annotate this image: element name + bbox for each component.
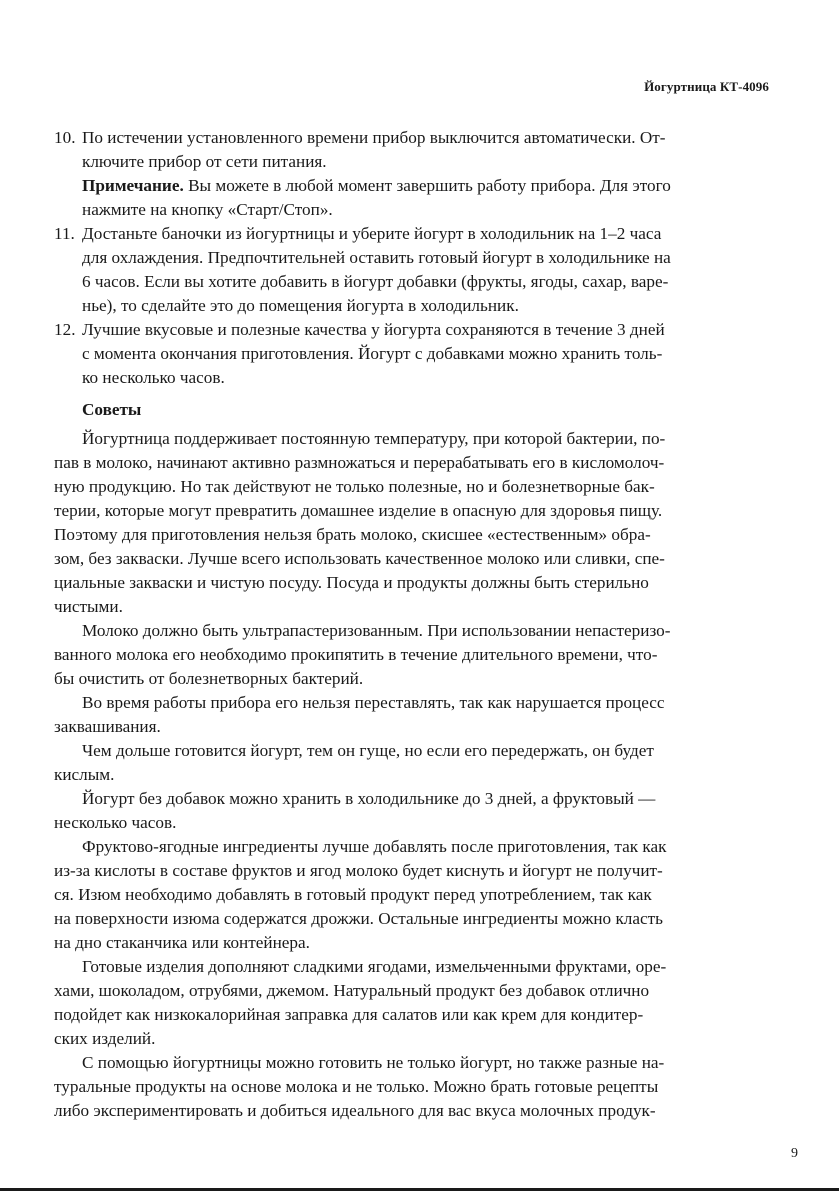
paragraph bbox=[54, 691, 772, 739]
tips-section bbox=[54, 427, 772, 1123]
paragraph bbox=[54, 1051, 772, 1123]
paragraph-line: терии, которые могут превратить домашнее изделие в опасную для здоровья пищу. bbox=[54, 501, 663, 520]
paragraph bbox=[54, 619, 772, 691]
list-item-number: 12. bbox=[54, 320, 76, 339]
paragraph-line: зом, без закваски. Лучше всего использовать качественное молоко или сливки, спе- bbox=[54, 549, 665, 568]
section-title: Советы bbox=[82, 400, 142, 419]
paragraph-line: хами, шоколадом, отрубями, джемом. Натуральный продукт без добавок отлично bbox=[54, 981, 650, 1000]
list-item-line: нье), то сделайте это до помещения йогурта в холодильник. bbox=[82, 296, 519, 315]
paragraph-line: подойдет как низкокалорийная заправка для салатов или как крем для кондитер- bbox=[54, 1005, 644, 1024]
paragraph bbox=[54, 787, 772, 835]
paragraph-line: чистыми. bbox=[54, 597, 123, 616]
paragraph-line: Йогурт без добавок можно хранить в холодильнике до 3 дней, а фруктовый — bbox=[82, 789, 656, 808]
list-item-line: ко несколько часов. bbox=[82, 368, 225, 387]
paragraph-line: С помощью йогуртницы можно готовить не только йогурт, но также разные на- bbox=[82, 1053, 665, 1072]
list-item-line bbox=[54, 222, 772, 246]
paragraph bbox=[54, 835, 772, 955]
list-item-text: Лучшие вкусовые и полезные качества у йогурта сохраняются в течение 3 дней bbox=[82, 320, 665, 339]
list-item-line: с момента окончания приготовления. Йогурт с добавками можно хранить толь- bbox=[82, 344, 663, 363]
paragraph bbox=[54, 739, 772, 787]
paragraph bbox=[54, 955, 772, 1051]
paragraph bbox=[54, 427, 772, 619]
paragraph-line: пав в молоко, начинают активно размножаться и перерабатывать его в кисломолоч- bbox=[54, 453, 665, 472]
paragraph-line: Чем дольше готовится йогурт, тем он гуще, но если его передержать, он будет bbox=[82, 741, 654, 760]
list-item-line: для охлаждения. Предпочтительней оставить готовый йогурт в холодильнике на bbox=[82, 248, 671, 267]
numbered-list bbox=[54, 126, 772, 390]
paragraph-line: либо экспериментировать и добиться идеального для вас вкуса молочных продук- bbox=[54, 1101, 656, 1120]
note-line: нажмите на кнопку «Старт/Стоп». bbox=[82, 200, 333, 219]
paragraph-line: ную продукцию. Но так действуют не только полезные, но и болезнетворные бак- bbox=[54, 477, 655, 496]
paragraph-line: ских изделий. bbox=[54, 1029, 156, 1048]
paragraph-line: Йогуртница поддерживает постоянную температуру, при которой бактерии, по- bbox=[82, 429, 666, 448]
paragraph-line: Фруктово-ягодные ингредиенты лучше добавлять после приготовления, так как bbox=[82, 837, 667, 856]
note-label: Примечание. bbox=[82, 176, 184, 195]
paragraph-line: циальные закваски и чистую посуду. Посуда и продукты должны быть стерильно bbox=[54, 573, 649, 592]
list-item bbox=[54, 126, 772, 222]
paragraph-line: на дно стаканчика или контейнера. bbox=[54, 933, 310, 952]
list-item-line: 6 часов. Если вы хотите добавить в йогурт добавки (фрукты, ягоды, сахар, варе- bbox=[82, 272, 669, 291]
paragraph-line: Поэтому для приготовления нельзя брать молоко, скисшее «естественным» обра- bbox=[54, 525, 651, 544]
note-line bbox=[54, 174, 772, 198]
list-item-line: ключите прибор от сети питания. bbox=[82, 152, 327, 171]
paragraph-line: бы очистить от болезнетворных бактерий. bbox=[54, 669, 364, 688]
paragraph-line: Во время работы прибора его нельзя переставлять, так как нарушается процесс bbox=[82, 693, 665, 712]
running-header: Йогуртница КТ-4096 bbox=[644, 79, 769, 94]
list-item-line bbox=[54, 126, 772, 150]
list-item bbox=[54, 222, 772, 318]
paragraph-line: ванного молока его необходимо прокипятить в течение длительного времени, что- bbox=[54, 645, 658, 664]
list-item-number: 11. bbox=[54, 224, 75, 243]
paragraph-line: Молоко должно быть ультрапастеризованным. При использовании непастеризо- bbox=[82, 621, 671, 640]
page-number: 9 bbox=[791, 1146, 798, 1161]
paragraph-line: Готовые изделия дополняют сладкими ягодами, измельченными фруктами, оре- bbox=[82, 957, 667, 976]
paragraph-line: из-за кислоты в составе фруктов и ягод молоко будет киснуть и йогурт не получит- bbox=[54, 861, 663, 880]
list-item-text: Достаньте баночки из йогуртницы и уберите йогурт в холодильник на 1–2 часа bbox=[82, 224, 662, 243]
paragraph-line: туральные продукты на основе молока и не только. Можно брать готовые рецепты bbox=[54, 1077, 659, 1096]
note-text: Вы можете в любой момент завершить работу прибора. Для этого bbox=[183, 176, 671, 195]
paragraph-line: кислым. bbox=[54, 765, 115, 784]
list-item-line bbox=[54, 318, 772, 342]
paragraph-line: ся. Изюм необходимо добавлять в готовый продукт перед употреблением, так как bbox=[54, 885, 652, 904]
list-item-number: 10. bbox=[54, 128, 76, 147]
page-content bbox=[54, 126, 772, 1123]
paragraph-line: заквашивания. bbox=[54, 717, 161, 736]
paragraph-line: на поверхности изюма содержатся дрожжи. Остальные ингредиенты можно класть bbox=[54, 909, 663, 928]
list-item bbox=[54, 318, 772, 390]
paragraph-line: несколько часов. bbox=[54, 813, 177, 832]
list-item-text: По истечении установленного времени прибор выключится автоматически. От- bbox=[82, 128, 666, 147]
